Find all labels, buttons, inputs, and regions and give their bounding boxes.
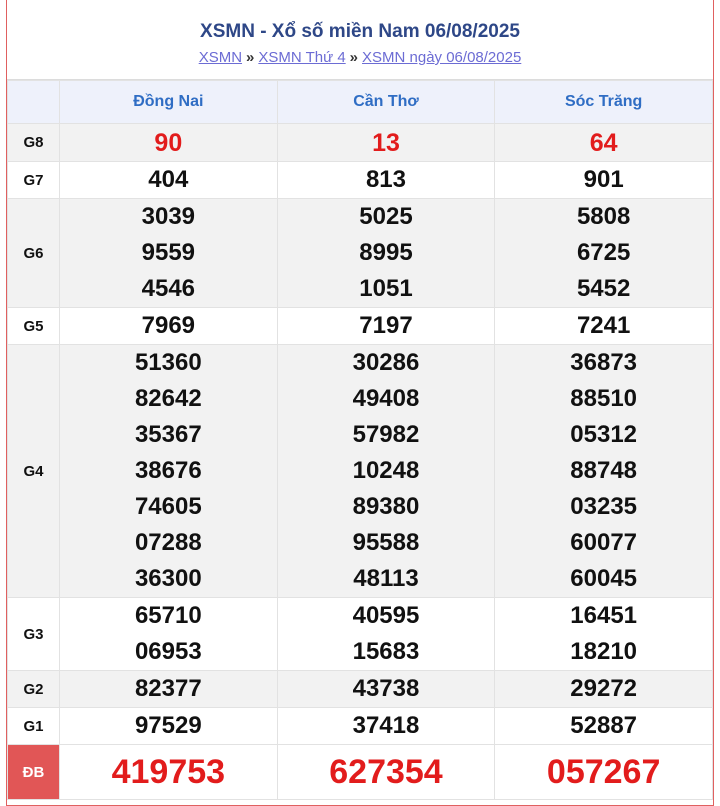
page-title: XSMN - Xổ số miền Nam 06/08/2025 — [200, 21, 520, 42]
prize-number: 901 — [583, 166, 624, 193]
prize-number: 057267 — [546, 753, 661, 791]
prize-number: 60077 — [570, 529, 638, 556]
prize-number: 29272 — [570, 675, 638, 702]
prize-cell — [495, 671, 713, 708]
prize-cell — [495, 124, 713, 162]
prize-cell — [60, 162, 278, 199]
prize-number: 52887 — [570, 712, 638, 739]
prize-table-body — [8, 124, 713, 800]
table-header-row — [8, 81, 713, 124]
prize-number: 64 — [589, 128, 618, 157]
column-header-dong-nai: Đồng Nai — [60, 81, 278, 124]
prize-label: G5 — [8, 308, 60, 345]
prize-label: ĐB — [8, 745, 60, 800]
prize-number: 88510 — [570, 385, 638, 412]
prize-row-g4 — [8, 345, 713, 598]
prize-cell — [277, 598, 495, 671]
prize-number: 3039 — [141, 203, 196, 230]
prize-number: 74605 — [134, 493, 202, 520]
prize-number: 1051 — [359, 275, 413, 302]
prize-number: 30286 — [352, 349, 420, 376]
prize-number: 15683 — [352, 638, 420, 665]
prize-number: 60045 — [570, 565, 638, 592]
prize-cell — [60, 308, 278, 345]
prize-label: G7 — [8, 162, 60, 199]
breadcrumb-separator: » — [349, 49, 359, 66]
prize-number: 37418 — [352, 712, 420, 739]
prize-number: 40595 — [352, 602, 420, 629]
prize-cell — [495, 745, 713, 800]
prize-cell — [60, 124, 278, 162]
prize-number: 49408 — [352, 385, 420, 412]
prize-row-g8 — [8, 124, 713, 162]
prize-number: 7197 — [359, 312, 413, 339]
prize-number: 97529 — [134, 712, 202, 739]
prize-row-g6 — [8, 199, 713, 308]
prize-label: G4 — [8, 345, 60, 598]
prize-number: 48113 — [353, 565, 419, 592]
prize-number: 5452 — [576, 275, 631, 302]
prize-number: 06953 — [134, 638, 202, 665]
prize-number: 36873 — [570, 349, 638, 376]
prize-cell — [277, 162, 495, 199]
prize-cell — [495, 162, 713, 199]
prize-row-db — [8, 745, 713, 800]
prize-cell — [277, 199, 495, 308]
prize-number: 07288 — [134, 529, 202, 556]
breadcrumb-separator: » — [246, 49, 255, 66]
prize-cell — [495, 708, 713, 745]
prize-number: 82377 — [134, 675, 202, 702]
prize-cell — [60, 345, 278, 598]
prize-number: 57982 — [352, 421, 420, 448]
prize-cell — [60, 708, 278, 745]
prize-number: 88748 — [570, 457, 638, 484]
column-header-soc-trang: Sóc Trăng — [495, 81, 713, 124]
prize-row-g3 — [8, 598, 713, 671]
prize-number: 5025 — [359, 203, 413, 230]
prize-number: 404 — [148, 166, 189, 193]
prize-cell — [495, 345, 713, 598]
prize-label: G6 — [8, 199, 60, 308]
prize-cell — [495, 199, 713, 308]
prize-label: G8 — [8, 124, 60, 162]
breadcrumb-weekday-link[interactable]: XSMN Thứ 4 — [258, 49, 346, 66]
prize-number: 38676 — [134, 457, 202, 484]
prize-number: 89380 — [352, 493, 420, 520]
prize-number: 43738 — [352, 675, 420, 702]
prize-number: 13 — [372, 128, 400, 157]
breadcrumb — [7, 48, 713, 68]
results-header — [7, 0, 713, 80]
prize-cell — [277, 308, 495, 345]
prize-number: 7969 — [141, 312, 196, 339]
prize-number: 05312 — [570, 421, 638, 448]
prize-cell — [277, 671, 495, 708]
prize-cell — [277, 708, 495, 745]
prize-number: 35367 — [134, 421, 202, 448]
breadcrumb-xsmn-link[interactable]: XSMN — [198, 49, 243, 66]
prize-cell — [60, 199, 278, 308]
prize-number: 16451 — [570, 602, 638, 629]
header-corner-cell — [8, 81, 60, 124]
prize-number: 9559 — [141, 239, 196, 266]
prize-number: 36300 — [134, 565, 202, 592]
prize-number: 5808 — [576, 203, 631, 230]
prize-number: 82642 — [134, 385, 202, 412]
prize-cell — [495, 308, 713, 345]
prize-cell — [60, 598, 278, 671]
prize-row-g7 — [8, 162, 713, 199]
prize-number: 627354 — [329, 753, 443, 791]
prize-number: 65710 — [134, 602, 202, 629]
prize-row-g5 — [8, 308, 713, 345]
prize-number: 51360 — [134, 349, 202, 376]
prize-number: 7241 — [576, 312, 631, 339]
results-frame — [6, 0, 714, 806]
prize-cell — [277, 124, 495, 162]
column-header-can-tho: Cần Thơ — [277, 81, 495, 124]
prize-number: 6725 — [576, 239, 631, 266]
prize-label: G2 — [8, 671, 60, 708]
prize-number: 8995 — [359, 239, 413, 266]
prize-cell — [495, 598, 713, 671]
prize-cell — [60, 671, 278, 708]
prize-row-g1 — [8, 708, 713, 745]
prize-number: 95588 — [352, 529, 420, 556]
prize-row-g2 — [8, 671, 713, 708]
prize-number: 10248 — [352, 457, 420, 484]
prize-cell — [60, 745, 278, 800]
prize-number: 419753 — [111, 753, 226, 791]
prize-cell — [277, 745, 495, 800]
prize-number: 03235 — [570, 493, 638, 520]
prize-cell — [277, 345, 495, 598]
breadcrumb-date-link[interactable]: XSMN ngày 06/08/2025 — [362, 49, 522, 66]
prize-number: 90 — [154, 128, 183, 157]
prize-number: 4546 — [141, 275, 196, 302]
prize-number: 18210 — [570, 638, 638, 665]
prize-label: G3 — [8, 598, 60, 671]
prize-label: G1 — [8, 708, 60, 745]
prize-number: 813 — [365, 166, 406, 193]
results-table — [7, 80, 713, 800]
